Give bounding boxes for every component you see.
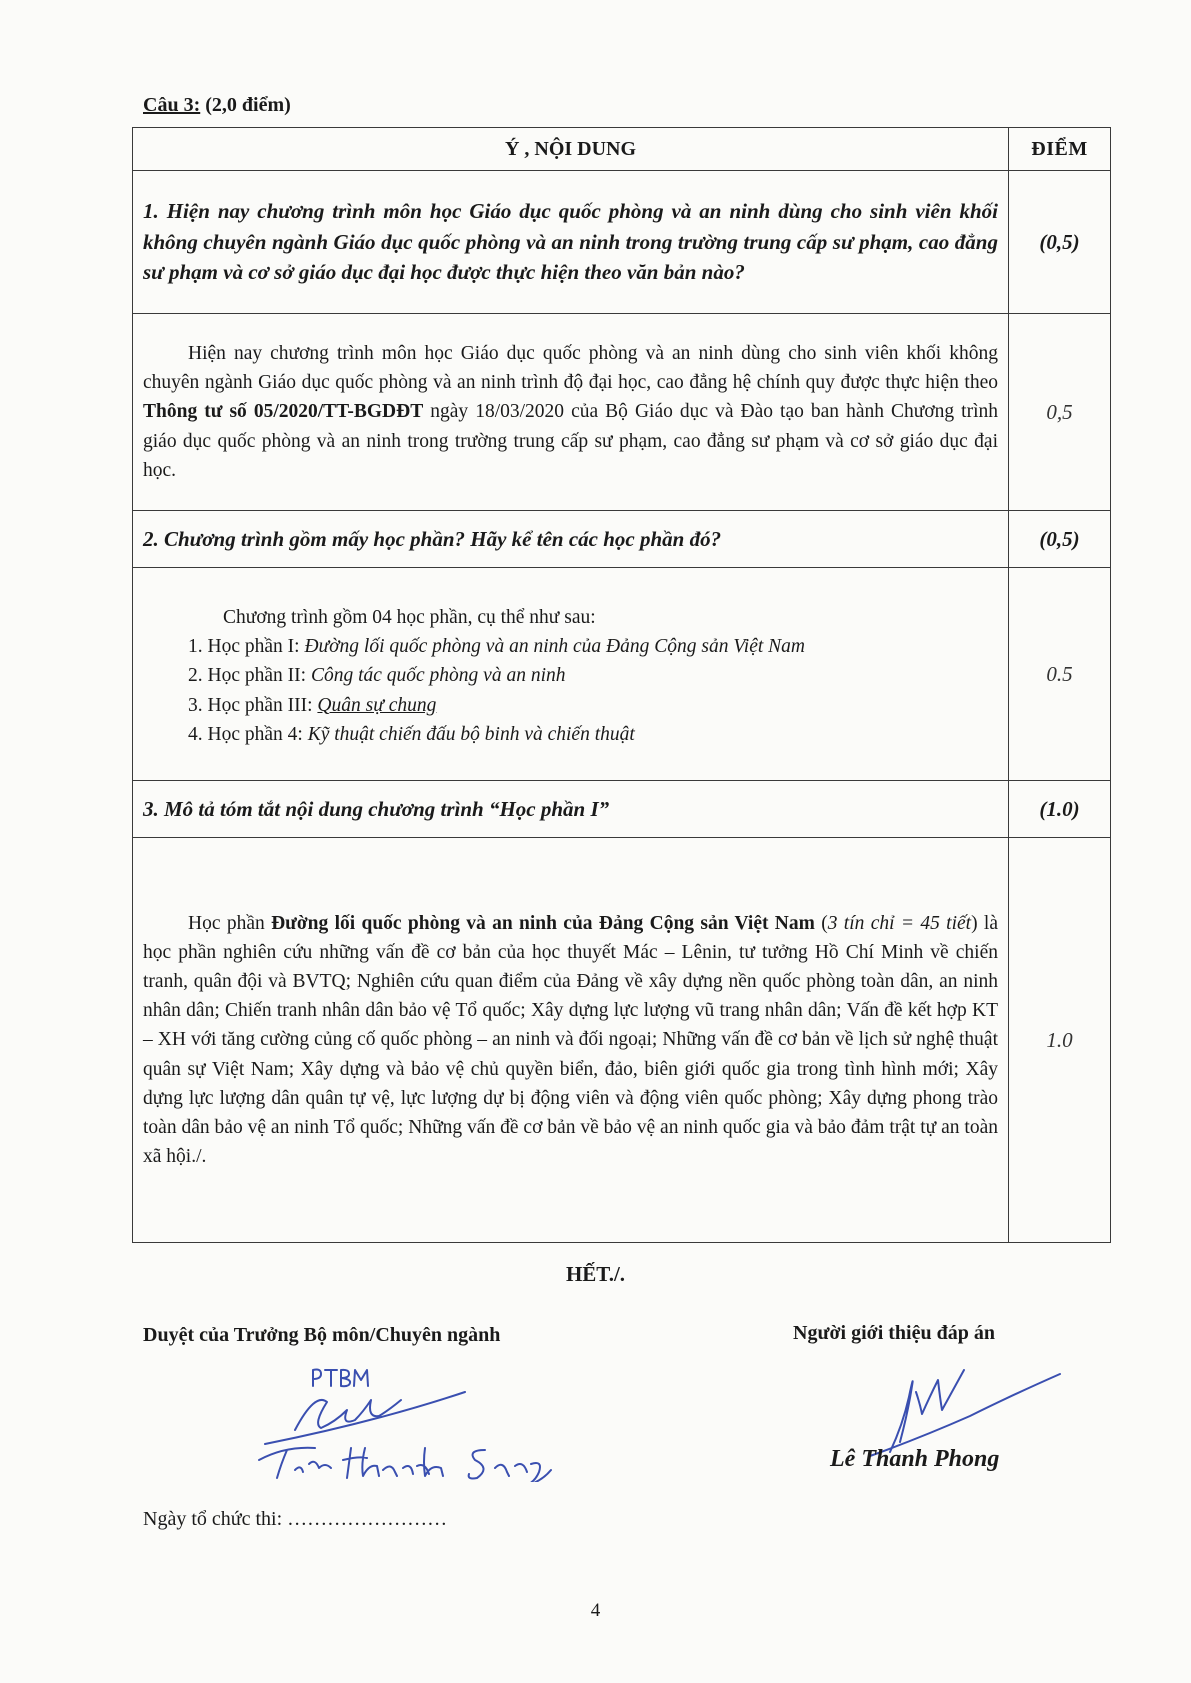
answer-3-lead: Học phần bbox=[188, 912, 272, 934]
question-1-score: (0,5) bbox=[1009, 171, 1111, 314]
answer-row bbox=[133, 314, 1111, 511]
page-number: 4 bbox=[590, 1600, 601, 1621]
question-3-text: 3. Mô tả tóm tắt nội dung chương trình “Học phần I” bbox=[133, 781, 1009, 838]
answer-3-paren-open: ( bbox=[814, 912, 828, 934]
answer-2 bbox=[133, 568, 1009, 781]
answer-3-credits: 3 tín chỉ = 45 tiết bbox=[827, 912, 972, 934]
module-item bbox=[143, 691, 998, 720]
table-header-row bbox=[133, 128, 1111, 171]
module-prefix: 4. Học phần 4: bbox=[188, 723, 308, 745]
answer-3-paren-close: ) bbox=[971, 912, 978, 934]
module-name: Quân sự chung bbox=[317, 694, 437, 716]
answer-1-circular: Thông tư số 05/2020/TT-BGDĐT bbox=[143, 401, 424, 423]
module-prefix: 2. Học phần II: bbox=[188, 665, 311, 687]
question-row bbox=[133, 511, 1111, 568]
answer-row bbox=[133, 568, 1111, 781]
module-item bbox=[143, 720, 998, 749]
answer-2-score: 0.5 bbox=[1009, 568, 1111, 781]
module-name: Đường lối quốc phòng và an ninh của Đảng Cộng sản Việt Nam bbox=[304, 636, 806, 658]
header-score: ĐIỂM bbox=[1009, 128, 1111, 171]
question-row bbox=[133, 171, 1111, 314]
answer-2-intro: Chương trình gồm 04 học phần, cụ thể như sau: bbox=[223, 606, 596, 628]
module-prefix: 3. Học phần III: bbox=[188, 694, 318, 716]
answer-1-part-a: Hiện nay chương trình môn học Giáo dục quốc phòng và an ninh dùng cho sinh viên khối không chuyên ngành Giáo dục quốc phòng và an ninh trình độ đại học, cao đẳng hệ chính quy được thực hiện theo bbox=[143, 342, 998, 394]
answer-3 bbox=[133, 838, 1009, 1243]
module-item bbox=[143, 632, 998, 661]
exam-date-line: Ngày tổ chức thi: …………………… bbox=[143, 1508, 448, 1530]
question-2-text: 2. Chương trình gồm mấy học phần? Hãy kể tên các học phần đó? bbox=[133, 511, 1009, 568]
answer-1 bbox=[133, 314, 1009, 511]
approval-left-title: Duyệt của Trưởng Bộ môn/Chuyên ngành bbox=[143, 1324, 501, 1346]
answer-1-score: 0,5 bbox=[1009, 314, 1111, 511]
question-heading bbox=[143, 94, 291, 117]
question-2-score: (0,5) bbox=[1009, 511, 1111, 568]
header-content: Ý , NỘI DUNG bbox=[133, 128, 1009, 171]
right-signer-name: Lê Thanh Phong bbox=[830, 1446, 1000, 1472]
answer-3-module-name: Đường lối quốc phòng và an ninh của Đảng Cộng sản Việt Nam bbox=[271, 912, 815, 934]
end-mark: HẾT./. bbox=[565, 1262, 626, 1286]
question-points: (2,0 điểm) bbox=[205, 94, 291, 116]
question-number: Câu 3: bbox=[143, 94, 201, 116]
question-row bbox=[133, 781, 1111, 838]
answer-1-part-b: ngày 18/03/2020 của Bộ Giáo dục và Đào tạo ban hành Chương trình giáo dục quốc phòng và an ninh trong trường trung cấp sư phạm, cao đẳng sư phạm và cơ sở giáo dục đại học. bbox=[143, 401, 998, 481]
left-signature bbox=[255, 1352, 575, 1482]
answer-3-body: là học phần nghiên cứu những vấn đề cơ bản của học thuyết Mác – Lênin, tư tưởng Hồ Chí Minh về chiến tranh, quân đội và BVTQ; Nghiên cứu quan điểm của Đảng về xây dựng nền quốc phòng toàn dân, an ninh nhân dân; Chiến tranh nhân dân bảo vệ Tổ quốc; Xây dựng lực lượng vũ trang nhân dân; Vấn đề kết hợp KT – XH với tăng cường củng cố quốc phòng – an ninh và đối ngoại; Những vấn đề cơ bản về lịch sử nghệ thuật quân sự Việt Nam; Xây dựng và bảo vệ chủ quyền biển, đảo, biên giới quốc gia trong tình hình mới; Xây dựng lực lượng dân quân tự vệ, lực lượng dự bị động viên và động viên quốc phòng; Xây dựng phong trào toàn dân bảo vệ an ninh Tổ quốc; Những vấn đề cơ bản về bảo vệ an ninh quốc gia và bảo đảm trật tự an toàn xã hội./. bbox=[143, 912, 998, 1168]
question-1-text: 1. Hiện nay chương trình môn học Giáo dục quốc phòng và an ninh dùng cho sinh viên khối không chuyên ngành Giáo dục quốc phòng và an ninh trong trường trung cấp sư phạm, cao đẳng sư phạm và cơ sở giáo dục đại học được thực hiện theo văn bản nào? bbox=[133, 171, 1009, 314]
module-prefix: 1. Học phần I: bbox=[188, 636, 305, 658]
module-name: Kỹ thuật chiến đấu bộ binh và chiến thuật bbox=[307, 723, 635, 745]
answer-row bbox=[133, 838, 1111, 1243]
module-name: Công tác quốc phòng và an ninh bbox=[310, 665, 566, 687]
answer-table bbox=[132, 127, 1111, 1243]
module-item bbox=[143, 661, 998, 690]
question-3-score: (1.0) bbox=[1009, 781, 1111, 838]
approval-right-title: Người giới thiệu đáp án bbox=[793, 1322, 995, 1344]
answer-3-score: 1.0 bbox=[1009, 838, 1111, 1243]
